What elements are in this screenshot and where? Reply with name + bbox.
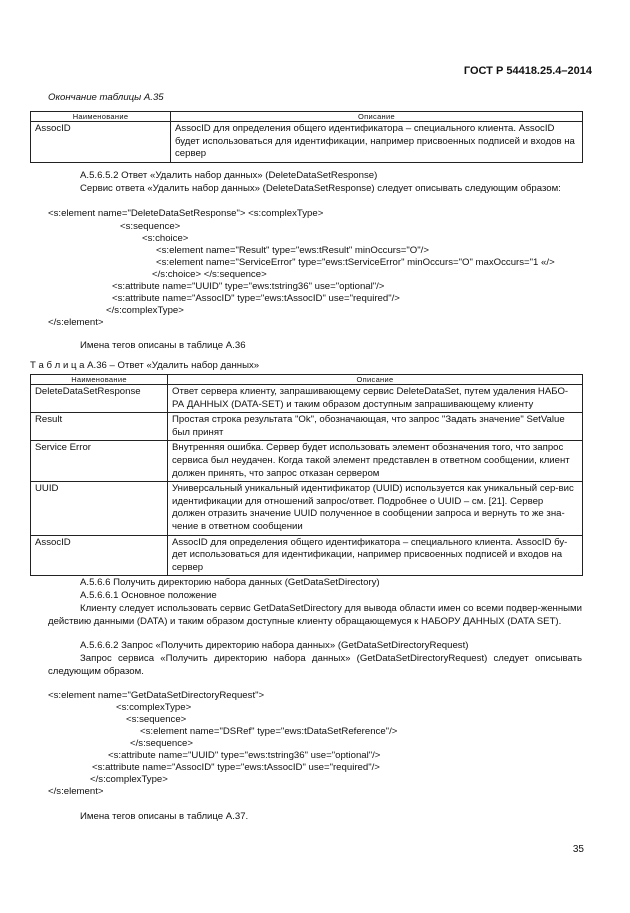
code-line: </s:element>	[48, 317, 104, 328]
column-header-name: Наименование	[31, 112, 171, 122]
cell-name: Service Error	[31, 441, 168, 482]
code-line: </s:element>	[48, 786, 104, 797]
section-heading-a5662: А.5.6.6.2 Запрос «Получить директорию набора данных» (GetDataSetDirectoryRequest)	[80, 640, 469, 651]
paragraph: Имена тегов описаны в таблице А.37.	[80, 811, 249, 822]
table-a35	[30, 111, 583, 163]
code-line: <s:complexType>	[116, 702, 192, 713]
paragraph: Имена тегов описаны в таблице А.36	[80, 340, 246, 351]
paragraph: Сервис ответа «Удалить набор данных» (DeleteDataSetResponse) следует описывать следующим образом:	[80, 183, 561, 194]
paragraph: Клиенту следует использовать сервис GetDataSetDirectory для вывода области имен со всеми подвер-женными действию данными (DATA) и таким образом доступные клиенту обращающемуся к НАБОРУ ДАННЫХ (DATA SET).	[48, 603, 582, 627]
cell-name: AssocID	[31, 535, 168, 576]
code-line: </s:sequence>	[130, 738, 193, 749]
table-header-row	[31, 375, 583, 385]
cell-name: DeleteDataSetResponse	[31, 385, 168, 413]
column-header-description: Описание	[171, 112, 583, 122]
cell-description: Ответ сервера клиенту, запрашивающему сервис DeleteDataSet, путем удаления НАБО-РА ДАННЫХ (DATA-SET) и таким образом доступным запрашивающему клиенту	[168, 385, 583, 413]
code-line: <s:sequence>	[126, 714, 187, 725]
paragraph: Запрос сервиса «Получить директорию набора данных» (GetDataSetDirectoryRequest) следует описывать следующим образом.	[48, 653, 582, 677]
code-line: <s:sequence>	[120, 221, 181, 232]
code-line: <s:element name="DeleteDataSetResponse"> <s:complexType>	[48, 208, 324, 219]
code-line: <s:attribute name="UUID" type="ews:tstring36" use="optional"/>	[112, 281, 385, 292]
cell-description: AssocID для определения общего идентификатора – специального клиента. AssocID будет использоваться для идентификации, например присвоенных подписей и входов на сервер	[171, 122, 583, 163]
code-line: <s:element name="DSRef" type="ews:tDataSetReference"/>	[140, 726, 398, 737]
page-number: 35	[572, 844, 584, 855]
code-line: <s:element name="Result" type="ews:tResult" minOccurs="O"/>	[156, 245, 429, 256]
code-line: </s:complexType>	[106, 305, 184, 316]
section-heading-a5652: А.5.6.5.2 Ответ «Удалить набор данных» (DeleteDataSetResponse)	[80, 170, 378, 181]
document-header: ГОСТ Р 54418.25.4–2014	[463, 65, 592, 77]
table-a36	[30, 374, 583, 576]
table-row	[31, 482, 583, 535]
column-header-name: Наименование	[31, 375, 168, 385]
code-line: <s:element name="ServiceError" type="ews:tServiceError" minOccurs="O" maxOccurs="1 «/>	[156, 257, 555, 268]
code-line: <s:attribute name="AssocID" type="ews:tAssocID" use="required"/>	[112, 293, 400, 304]
cell-name: UUID	[31, 482, 168, 535]
cell-name: AssocID	[31, 122, 171, 163]
table-row	[31, 122, 583, 163]
column-header-description: Описание	[168, 375, 583, 385]
code-line: <s:attribute name="AssocID" type="ews:tAssocID" use="required"/>	[92, 762, 380, 773]
code-line: </s:complexType>	[90, 774, 168, 785]
table-row	[31, 413, 583, 441]
section-heading-a566: А.5.6.6 Получить директорию набора данных (GetDataSetDirectory)	[80, 577, 380, 588]
cell-description: AssocID для определения общего идентификатора – специального клиента. AssocID бу-дет использоваться для идентификации, например присвоенных подписей и входов на сервер	[168, 535, 583, 576]
code-line: <s:element name="GetDataSetDirectoryRequest">	[48, 690, 265, 701]
section-heading-a5661: А.5.6.6.1 Основное положение	[80, 590, 217, 601]
code-line: <s:attribute name="UUID" type="ews:tstring36" use="optional"/>	[108, 750, 381, 761]
table-row	[31, 535, 583, 576]
table-header-row	[31, 112, 583, 122]
code-line: <s:choice>	[142, 233, 189, 244]
table-row	[31, 385, 583, 413]
table-row	[31, 441, 583, 482]
code-line: </s:choice> </s:sequence>	[152, 269, 267, 280]
cell-name: Result	[31, 413, 168, 441]
table-caption: Т а б л и ц а А.36 – Ответ «Удалить набор данных»	[30, 360, 260, 371]
table-continuation-caption: Окончание таблицы А.35	[48, 92, 164, 103]
cell-description: Простая строка результата "Ok", обозначающая, что запрос "Задать значение" SetValue был принят	[168, 413, 583, 441]
cell-description: Внутренняя ошибка. Сервер будет использовать элемент обозначения того, что запрос сервиса был неудачен. Когда такой элемент представлен в ответном сообщении, клиент должен принять, что запрос отказан сервером	[168, 441, 583, 482]
cell-description: Универсальный уникальный идентификатор (UUID) используется как уникальный сер-вис идентификации для отношений запрос/ответ. Подробнее о UUID – см. [21]. Сервер должен отразить значение UUID полученное в сообщении запроса и вернуть то же зна-чение в ответном сообщении	[168, 482, 583, 535]
